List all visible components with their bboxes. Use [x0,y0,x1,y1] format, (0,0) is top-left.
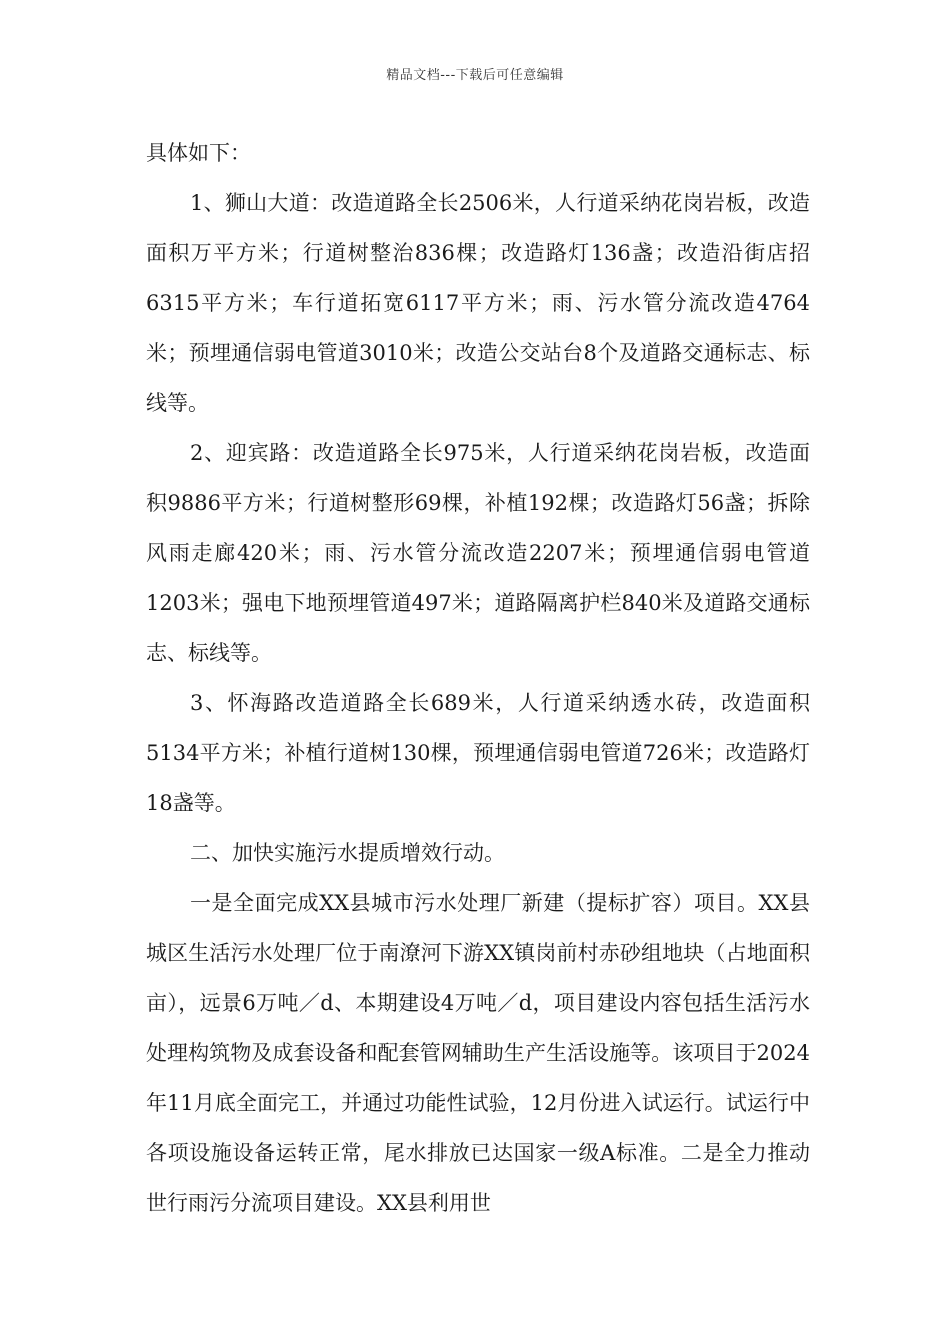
page-header: 精品文档---下载后可任意编辑 [386,68,564,83]
document-body [146,128,810,1228]
paragraph-item-2: 2、迎宾路：改造道路全长975米，人行道采纳花岗岩板，改造面积9886平方米；行道树整形69棵，补植192棵；改造路灯56盏；拆除风雨走廊420米；雨、污水管分流改造2207米；预埋通信弱电管道1203米；强电下地预埋管道497米；道路隔离护栏840米及道路交通标志、标线等。 [146,441,810,665]
paragraph-item-3: 3、怀海路改造道路全长689米，人行道采纳透水砖，改造面积5134平方米；补植行道树130棵，预埋通信弱电管道726米；改造路灯18盏等。 [146,691,810,815]
section-heading: 二、加快实施污水提质增效行动。 [190,841,505,865]
paragraph-item-1: 1、狮山大道：改造道路全长2506米，人行道采纳花岗岩板，改造面积万平方米；行道树整治836棵；改造路灯136盏；改造沿街店招6315平方米；车行道拓宽6117平方米；雨、污水管分流改造4764米；预埋通信弱电管道3010米；改造公交站台8个及道路交通标志、标线等。 [146,191,810,415]
paragraph-section-body: 一是全面完成XX县城市污水处理厂新建（提标扩容）项目。XX县城区生活污水处理厂位于南潦河下游XX镇岗前村赤砂组地块（占地面积亩），远景6万吨／d、本期建设4万吨／d，项目建设内容包括生活污水处理构筑物及成套设备和配套管网辅助生产生活设施等。该项目于2024年11月底全面完工，并通过功能性试验，12月份进入试运行。试运行中各项设施设备运转正常，尾水排放已达国家一级A标准。二是全力推动世行雨污分流项目建设。XX县利用世 [146,891,810,1215]
paragraph-intro: 具体如下： [146,141,251,165]
